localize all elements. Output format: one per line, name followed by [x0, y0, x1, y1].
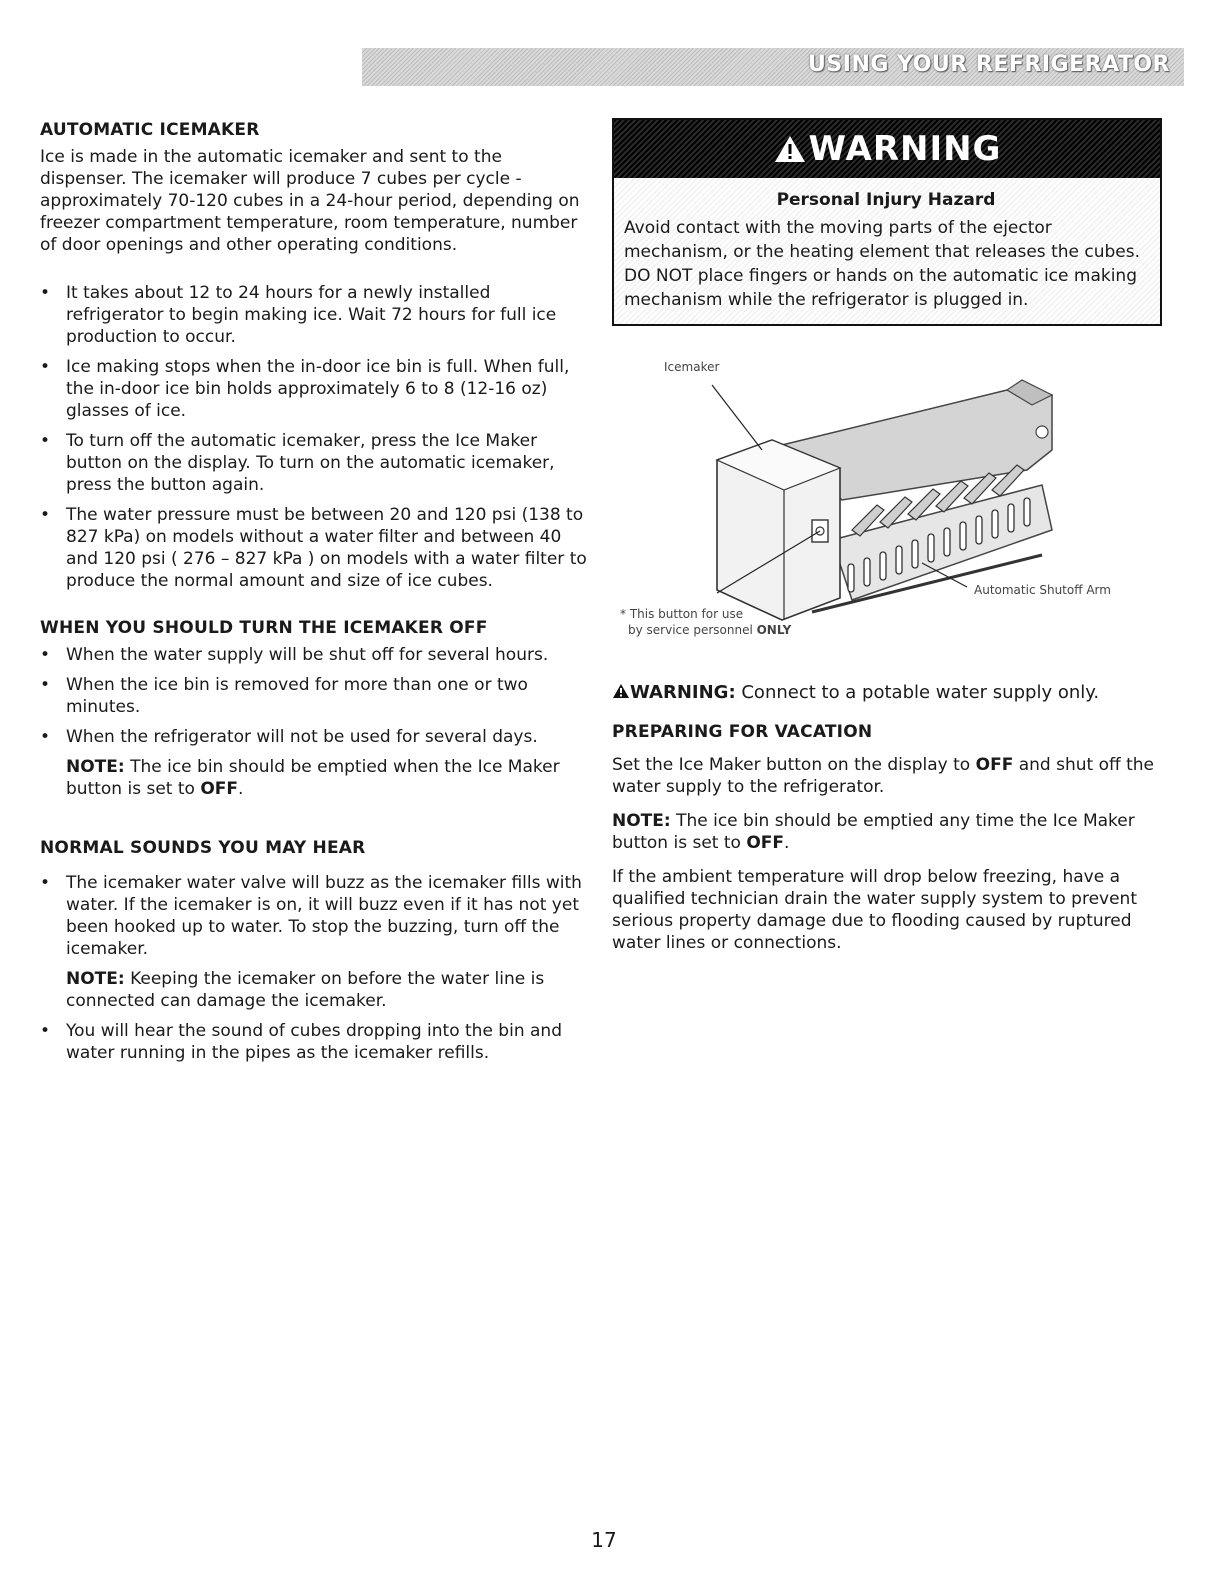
water-supply-warning: WARNING: Connect to a potable water supply only. [612, 682, 1160, 704]
bullet-icon: • [40, 645, 51, 665]
vacation-heading: PREPARING FOR VACATION [612, 722, 873, 742]
list-item: • To turn off the automatic icemaker, press the Ice Maker button on the display. To turn on the automatic icemaker, press the button again. [40, 431, 555, 495]
normal-sounds-section [40, 838, 590, 1064]
turn-off-heading: WHEN YOU SHOULD TURN THE ICEMAKER OFF [40, 618, 488, 638]
warning-triangle-icon [612, 683, 630, 699]
left-column [40, 120, 590, 1072]
sounds-bullet-list [40, 872, 590, 960]
warning-triangle-icon [773, 134, 807, 164]
icemaker-bullet-list [40, 282, 590, 592]
vacation-paragraph: Set the Ice Maker button on the display to OFF and shut off the water supply to the refrigerator. [612, 755, 1154, 797]
automatic-icemaker-intro: Ice is made in the automatic icemaker and sent to the dispenser. The icemaker will produce 7 cubes per cycle -approximately 70-120 cubes in a 24-hour period, depending on freezer compartment temperature, room temperature, number of door openings and other operating conditions. [40, 147, 580, 255]
vacation-section [612, 722, 1160, 954]
list-item: • When the refrigerator will not be used for several days. [40, 727, 538, 747]
bullet-icon: • [40, 431, 51, 451]
turn-off-section [40, 618, 590, 800]
bullet-icon: • [40, 727, 51, 747]
list-item: • It takes about 12 to 24 hours for a newly installed refrigerator to begin making ice. Wait 72 hours for full ice production to occur. [40, 283, 557, 347]
automatic-icemaker-section [40, 120, 590, 592]
icemaker-label: Icemaker [664, 360, 720, 374]
warning-subtitle: Personal Injury Hazard [776, 190, 996, 210]
button-footnote: * This button for use by service personnel ONLY [620, 607, 792, 637]
list-item: • When the water supply will be shut off for several hours. [40, 645, 549, 665]
bullet-icon: • [40, 1021, 51, 1041]
vacation-note: NOTE: The ice bin should be emptied any time the Ice Maker button is set to OFF. [612, 811, 1135, 853]
warning-header [614, 120, 1160, 178]
warning-body [614, 178, 1160, 324]
warning-box [612, 118, 1162, 326]
bullet-icon: • [40, 505, 51, 525]
automatic-icemaker-heading: AUTOMATIC ICEMAKER [40, 120, 260, 140]
right-column [612, 118, 1160, 954]
bullet-icon: • [40, 283, 51, 303]
bullet-icon: • [40, 873, 51, 893]
sounds-note: NOTE: Keeping the icemaker on before the water line is connected can damage the icemaker. [66, 969, 545, 1011]
turn-off-note: NOTE: The ice bin should be emptied when the Ice Maker button is set to OFF. [66, 757, 560, 799]
list-item: • You will hear the sound of cubes dropping into the bin and water running in the pipes as the icemaker refills. [40, 1021, 562, 1063]
warning-title: WARNING [808, 129, 1002, 169]
icemaker-figure [612, 350, 1160, 650]
turn-off-bullet-list [40, 644, 590, 748]
freezing-paragraph: If the ambient temperature will drop below freezing, have a qualified technician drain the water supply system to prevent serious property damage due to flooding caused by ruptured water lines or connections. [612, 867, 1137, 953]
icemaker-illustration [612, 350, 1160, 650]
normal-sounds-heading: NORMAL SOUNDS YOU MAY HEAR [40, 838, 366, 858]
list-item: • Ice making stops when the in-door ice bin is full. When full, the in-door ice bin holds approximately 6 to 8 (12-16 oz) glasses of ice. [40, 357, 570, 421]
sounds-bullet-list-2 [40, 1020, 590, 1064]
warning-text: Avoid contact with the moving parts of the ejector mechanism, or the heating element that releases the cubes. DO NOT place fingers or hands on the automatic ice making mechanism while the refrigerator is plugged in. [624, 218, 1141, 310]
header-band [362, 48, 1184, 86]
list-item: • The water pressure must be between 20 and 120 psi (138 to 827 kPa) on models without a water filter and between 40 and 120 psi ( 276 – 827 kPa ) on models with a water filter to produce the normal amount and size of ice cubes. [40, 505, 587, 591]
list-item: • The icemaker water valve will buzz as the icemaker fills with water. If the icemaker is on, it will buzz even if it has not yet been hooked up to water. To stop the buzzing, turn off the icemaker. [40, 873, 582, 959]
bullet-icon: • [40, 357, 51, 377]
shutoff-arm-label: Automatic Shutoff Arm [974, 583, 1111, 597]
bullet-icon: • [40, 675, 51, 695]
section-title: USING YOUR REFRIGERATOR [808, 52, 1170, 77]
page-number: 17 [591, 1528, 617, 1552]
list-item: • When the ice bin is removed for more than one or two minutes. [40, 675, 528, 717]
